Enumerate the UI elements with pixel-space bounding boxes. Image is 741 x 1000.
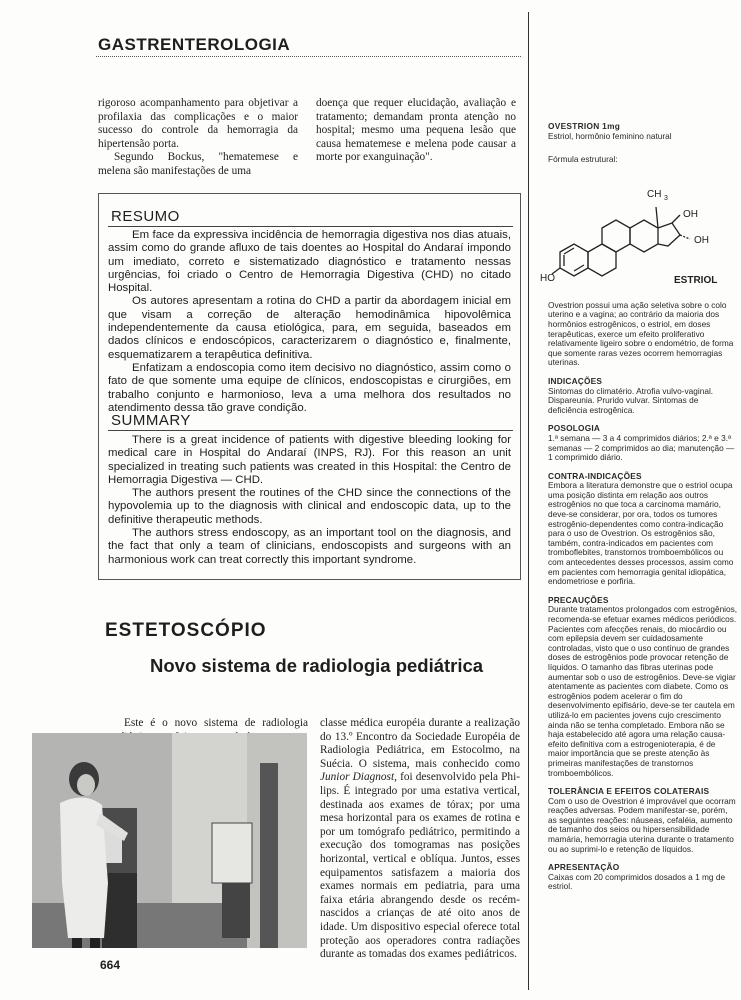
ch3-subscript: 3 bbox=[664, 194, 668, 202]
resumo-heading: RESUMO bbox=[111, 208, 180, 225]
intro-paragraph: Segundo Bockus, "hematemese e melena são manifestações de uma bbox=[98, 151, 298, 177]
photo-illustration bbox=[32, 733, 307, 948]
summary-rule bbox=[108, 430, 513, 431]
summary-text bbox=[108, 434, 511, 567]
summary-paragraph: The authors stress endoscopy, as an important tool on the diagnosis, and the fact that only a team of clinicians, endoscopists and surgeons with an harmonious work can treat correctly this important syndrome. bbox=[108, 527, 511, 566]
ch3-label: CH bbox=[647, 188, 662, 200]
oh-top-label: OH bbox=[683, 208, 698, 220]
page-number: 664 bbox=[100, 958, 121, 972]
article-title: Novo sistema de radiologia pediátrica bbox=[150, 655, 484, 676]
tolerancia-heading: TOLERÂNCIA E EFEITOS COLATERAIS bbox=[548, 786, 710, 797]
column-divider bbox=[528, 12, 529, 990]
resumo-paragraph: Em face da expressiva incidência de hemorragia digestiva nos dias atuais, assim como do grande afluxo de tais doentes ao Hospital do Andaraí impondo um imediato, correto e sistematizado diagnóstico e tratamento nessas urgências, foi criado o Centro de Hemorragia Digestiva (CHD) no citado Hospital. bbox=[108, 229, 511, 295]
article-right-column bbox=[320, 717, 520, 962]
intro-paragraph: doença que requer elucidação, avaliação e tratamento; demandam pronta atenção no hospital; mesmo uma pequena lesão que causa hematemese e melena pode causar a morte por exanguinação". bbox=[316, 97, 516, 164]
header-rule bbox=[96, 56, 521, 57]
intro-right-column bbox=[316, 97, 516, 165]
drug-info-panel bbox=[540, 121, 738, 892]
intro-paragraph: rigoroso acompanhamento para objetivar a profilaxia das complicações e o maior sucesso do controle da hemorragia da hipertensão porta. bbox=[98, 97, 298, 150]
indicacoes-text: Sintomas do climatério. Atrofia vulvo-vaginal. Dispareunia. Prurido vulvar. Sintomas de deficiência estrogênica. bbox=[548, 385, 714, 415]
contraindicacoes-heading: CONTRA-INDICAÇÕES bbox=[548, 470, 642, 481]
section-title: ESTETOSCÓPIO bbox=[105, 620, 267, 641]
posologia-heading: POSOLOGIA bbox=[548, 423, 601, 434]
summary-heading: SUMMARY bbox=[111, 412, 191, 429]
resumo-paragraph: Enfatizam a endoscopia como item decisivo no diagnóstico, assim como o fato de que somente uma equipe de clínicos, endoscopistas e cirurgiões, em trabalho conjunto e harmonioso, leva a uma melhora dos resultados no atendimento dessa tão grave condição. bbox=[108, 361, 511, 414]
summary-paragraph: The authors present the routines of the CHD since the connections of the hypovolemia up to the diagnosis with clinical and endoscopic data, up to the definitive therapeutic methods. bbox=[108, 487, 511, 526]
drug-subtitle: Estriol, hormônio feminino natural bbox=[548, 130, 672, 141]
tolerancia-text: Com o uso de Ovestrion é improvável que ocorram reações adversas. Podem manifestar-se, porém, as seguintes reações: náuseas, cefaléia, aumento de tamanho dos seios ou hipersensibilidade mamária, hemorragia uterina durante o tratamento ou ao suprimi-lo e retenção de líquidos. bbox=[548, 795, 736, 854]
intro-left-column bbox=[98, 97, 298, 179]
apresentacao-text: Caixas com 20 comprimidos dosados a 1 mg de estriol. bbox=[548, 871, 726, 892]
radiology-equipment-photo bbox=[32, 733, 307, 948]
apresentacao-heading: APRESENTAÇÃO bbox=[548, 862, 620, 873]
precaucoes-heading: PRECAUÇÕES bbox=[548, 594, 609, 605]
article-paragraph: Este é o novo sistema de radiologia bbox=[124, 717, 308, 729]
section-header: GASTRENTEROLOGIA bbox=[98, 35, 291, 54]
contraindicacoes-text: Embora a literatura demonstre que o estriol ocupa uma posição distinta em relação aos outros estrogênios no que toca a carcinoma mamário, deve-se considerar, por ora, todos os tumores estrogênio-dependentes como contra-indicação para o uso de Ovestrion. Os estrogênios são, também, contra-indicados em pacientes com tromboflebites, transtornos tromboembólicos ou com antecedentes desses processos, assim como em pacientes com hemorragia genital idiopática, endometriose e porfiria. bbox=[548, 480, 734, 587]
estriol-structure-diagram bbox=[540, 171, 736, 291]
compound-label: ESTRIOL bbox=[674, 274, 718, 286]
article-paragraph: classe médica européia durante a realização do 13.º Encontro da Sociedade Européia de Radiologia Pediátrica, em Estocolmo, na Suécia. O sistema, mais conhecido como Junior Diagnost, foi desenvolvido pela Philips. É integrado por uma estativa vertical, destinada aos exames de tórax; por uma mesa horizontal para os exames de rotina e por um tomógrafo pediátrico, permitindo a execução dos tomogramas nas posições horizontal, vertical e oblíqua. Juntos, esses equipamentos satisfazem a maioria dos exames normais em pediatria, para uma faixa etária abrangendo desde os recém-nascidos a crianças de até oito anos de idade. Um dispositivo especial oferece total proteção aos operadores contra radiações durante as tomadas dos exames pediátricos. bbox=[320, 717, 520, 961]
ho-label: HO bbox=[540, 272, 555, 284]
resumo-rule bbox=[108, 226, 513, 227]
oh-right-label: OH bbox=[694, 234, 709, 246]
indicacoes-heading: INDICAÇÕES bbox=[548, 375, 603, 386]
resumo-paragraph: Os autores apresentam a rotina do CHD a partir da abordagem inicial em que visam a correção de alteração hemodinâmica hipovolêmica independentemente da causa etiológica, para, em seguida, baseados em dados clínicos e endoscópicos, caracterizarem o diagnóstico e, finalmente, esquematizarem a terapêutica definitiva. bbox=[108, 295, 511, 361]
drug-name: OVESTRION 1mg bbox=[548, 121, 621, 131]
posologia-text: 1.ª semana — 3 a 4 comprimidos diários; 2.ª e 3.ª semanas — 2 comprimidos ao dia; manutenção — 1 comprimido diário. bbox=[548, 432, 735, 463]
precaucoes-text: Durante tratamentos prolongados com estrogênios, recomenda-se efetuar exames médicos periódicos. Pacientes com afecções renais, do miocárdio ou com epilepsia devem ser cuidadosamente controladas, visto que o uso contínuo de grandes doses de estrogênios pode provocar retenção de líquidos. O tamanho das fibras uterinas pode aumentar sob o uso de estrogênios. Deve-se vigiar atentamente as pacientes com diabete. Como os estrogênios podem acelerar o fim do desenvolvimento epifisário, deve-se ter cautela em utilizá-lo em pacientes jovens cujo crescimento ainda não se tenha completado. Embora não se haja estabelecido até agora uma relação causa-efeito definitiva com a estrogenioterapia, é de maior importância que se preste atenção às primeiras manifestações de transtornos tromboembólicos. bbox=[548, 604, 738, 778]
drug-intro: Ovestrion possui uma ação seletiva sobre o colo uterino e a vagina; ao contrário da maioria dos hormônios estrogênicos, o estriol, em doses terapêuticas, exerce um efeito proliferativo relativamente ligeiro sobre o endométrio, de forma que somente raras vezes ocorrem hemorragias uterinas. bbox=[548, 299, 734, 368]
formula-label: Fórmula estrutural: bbox=[548, 154, 618, 165]
resumo-text bbox=[108, 229, 511, 415]
summary-paragraph: There is a great incidence of patients with digestive bleeding looking for medical care in Hospital do Andaraí (INPS, RJ). For this reason an unit specialized in treating such patients was created in this Hospital: the Centro de Hemorragia Digestiva — CHD. bbox=[108, 434, 511, 486]
